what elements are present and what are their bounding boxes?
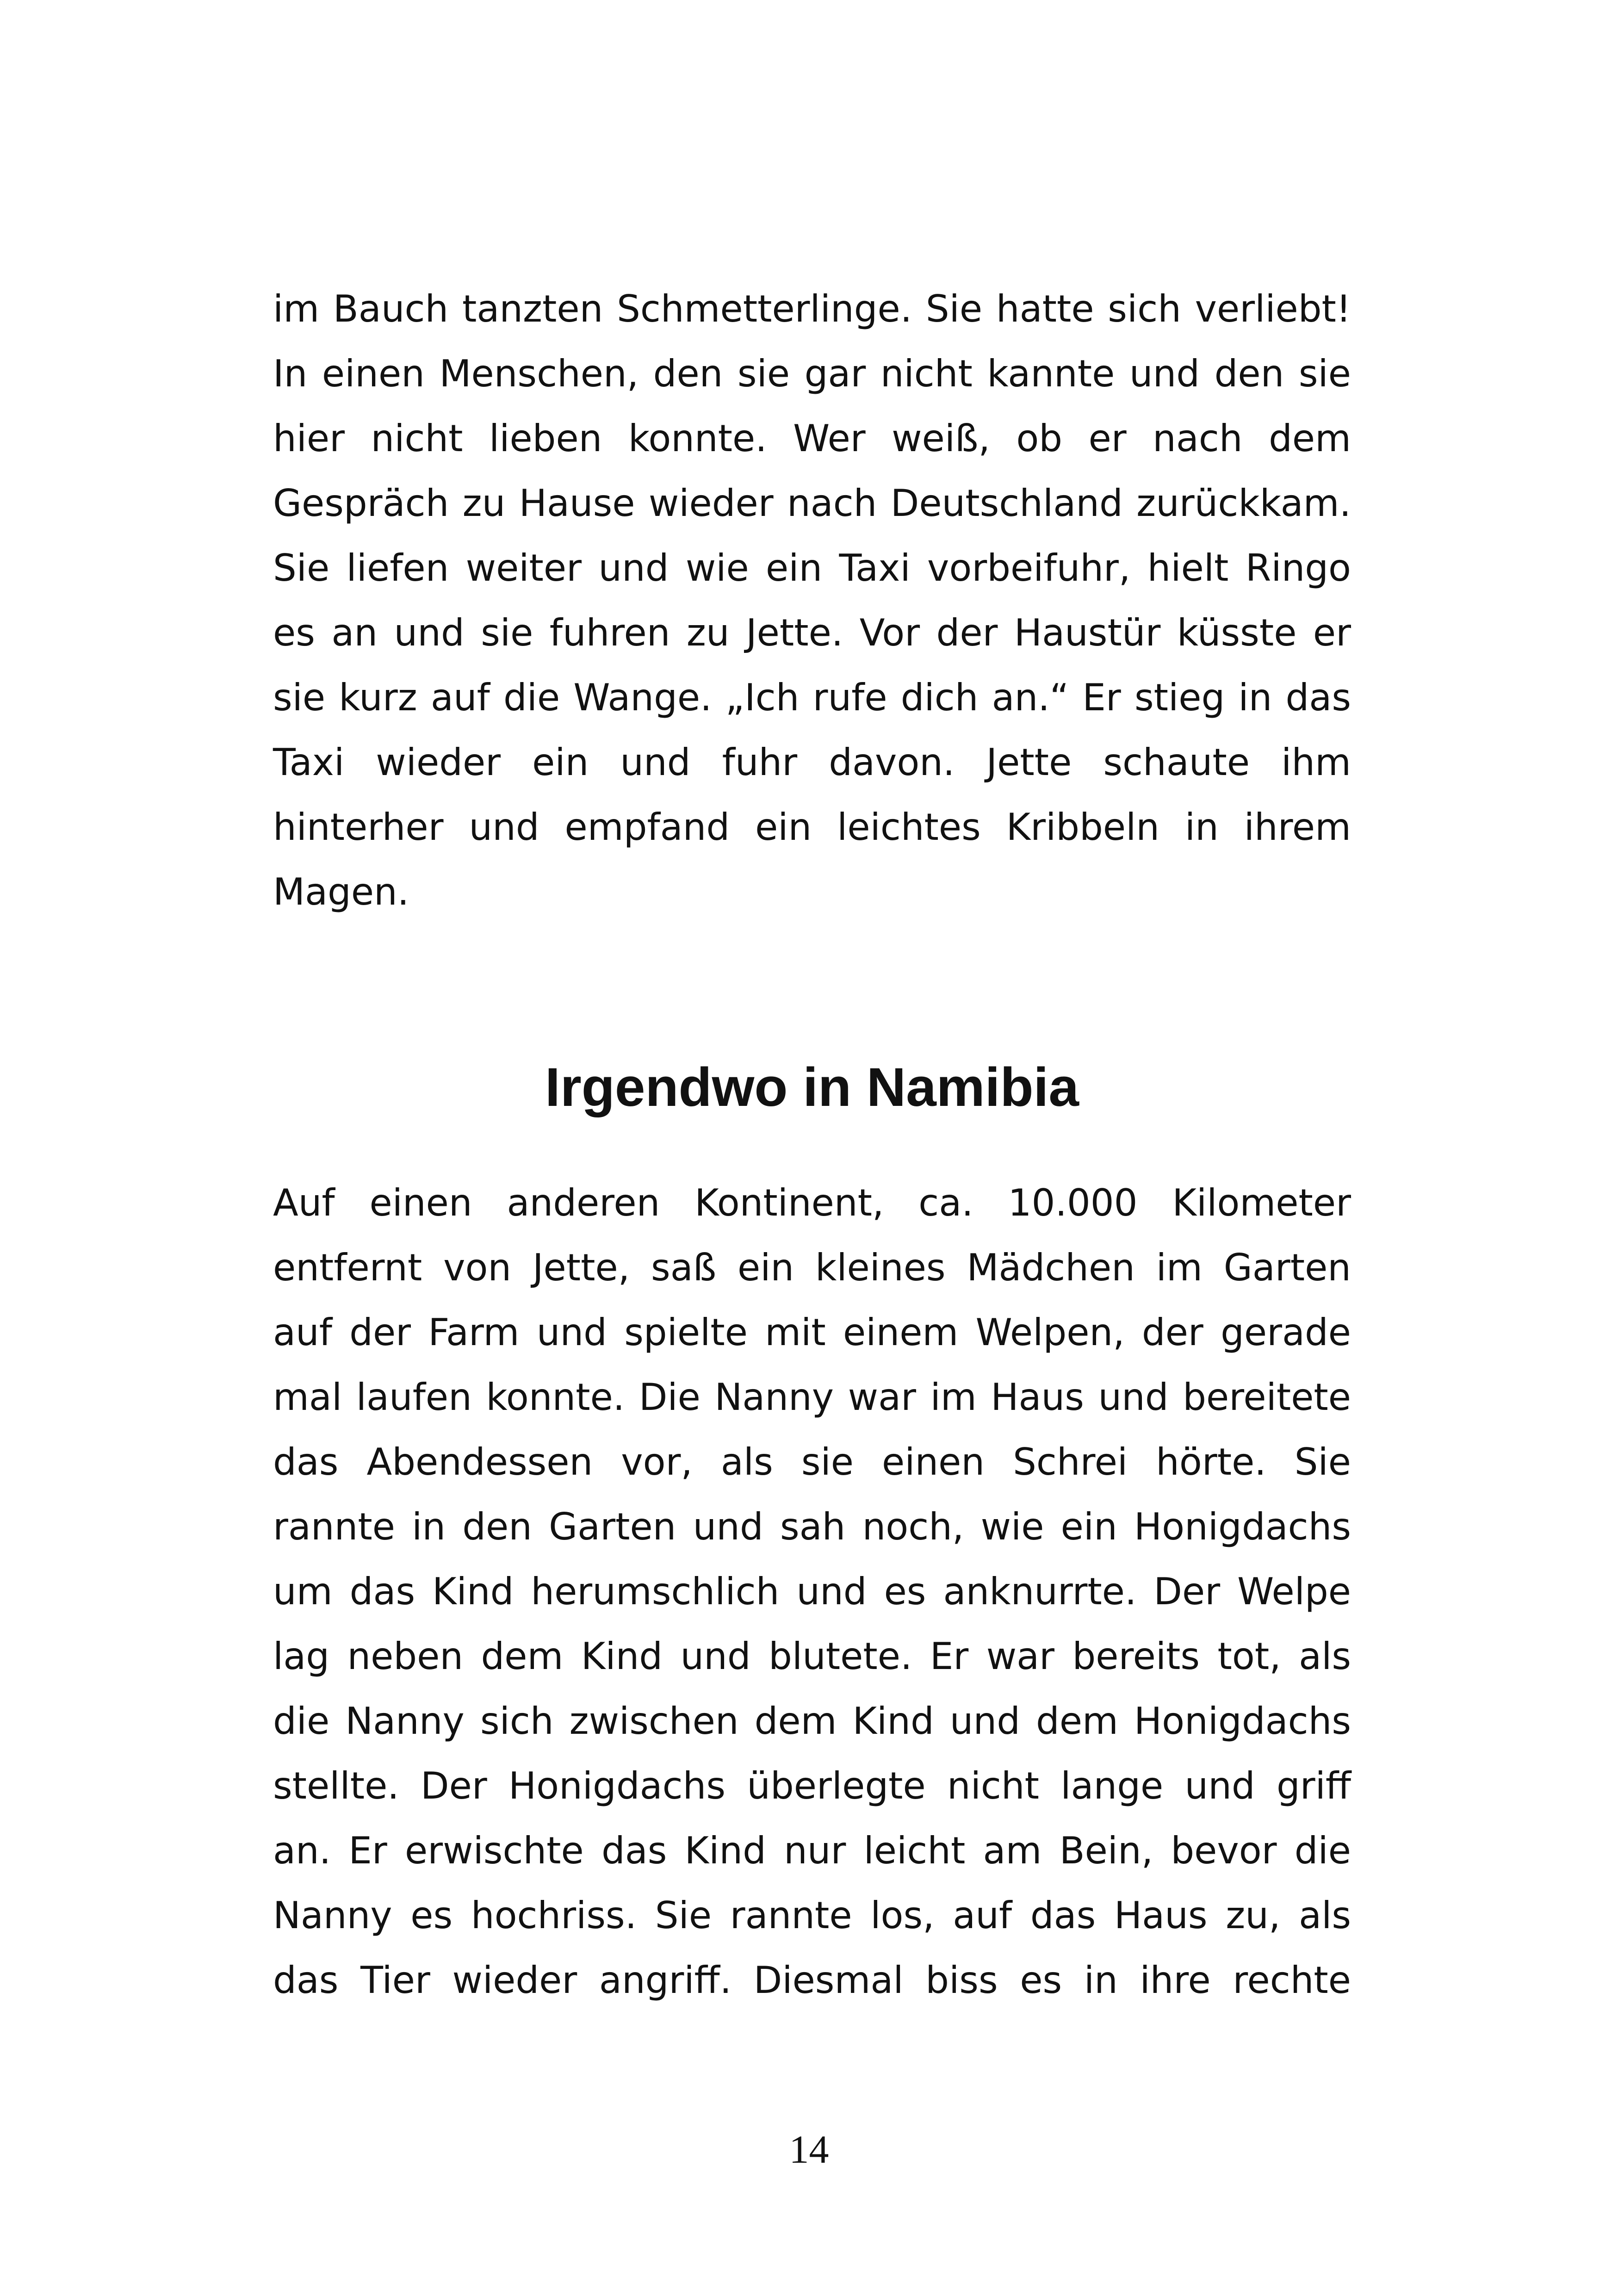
paragraph-chapter-start xyxy=(273,1171,1351,2013)
text-line: im Bauch tanzten Schmetterlinge. Sie hatte sich verliebt! xyxy=(273,287,1351,330)
text-line: das Tier wieder angriff. Diesmal biss es in ihre rechte xyxy=(273,1959,1351,2002)
text-line: es an und sie fuhren zu Jette. Vor der Haustür küsste er xyxy=(273,611,1351,654)
text-line: hinterher und empfand ein leichtes Kribbeln in ihrem xyxy=(273,806,1351,849)
text-line: Auf einen anderen Kontinent, ca. 10.000 Kilometer xyxy=(273,1181,1351,1224)
text-line: In einen Menschen, den sie gar nicht kannte und den sie xyxy=(273,352,1351,395)
text-line: rannte in den Garten und sah noch, wie ein Honigdachs xyxy=(273,1505,1351,1548)
text-line: auf der Farm und spielte mit einem Welpen, der gerade xyxy=(273,1311,1351,1354)
text-line: die Nanny sich zwischen dem Kind und dem Honigdachs xyxy=(273,1700,1351,1743)
text-line: lag neben dem Kind und blutete. Er war bereits tot, als xyxy=(273,1635,1351,1678)
text-line: das Abendessen vor, als sie einen Schrei hörte. Sie xyxy=(273,1440,1351,1483)
text-line: Sie liefen weiter und wie ein Taxi vorbeifuhr, hielt Ringo xyxy=(273,546,1351,590)
text-line: entfernt von Jette, saß ein kleines Mädchen im Garten xyxy=(273,1246,1351,1289)
text-line: Taxi wieder ein und fuhr davon. Jette schaute ihm xyxy=(273,741,1351,784)
text-line: um das Kind herumschlich und es anknurrte. Der Welpe xyxy=(273,1570,1351,1613)
text-line: stellte. Der Honigdachs überlegte nicht lange und griff xyxy=(273,1764,1351,1807)
chapter-title: Irgendwo in Namibia xyxy=(545,1057,1079,1118)
paragraph-continued xyxy=(273,277,1351,925)
page-number: 14 xyxy=(789,2127,829,2172)
text-line: an. Er erwischte das Kind nur leicht am Bein, bevor die xyxy=(273,1829,1351,1872)
text-line: hier nicht lieben konnte. Wer weiß, ob er nach dem xyxy=(273,417,1351,460)
text-line: Gespräch zu Hause wieder nach Deutschland zurückkam. xyxy=(273,482,1351,525)
text-line: Magen. xyxy=(273,870,409,913)
text-line: mal laufen konnte. Die Nanny war im Haus und bereitete xyxy=(273,1376,1351,1419)
text-line: Nanny es hochriss. Sie rannte los, auf das Haus zu, als xyxy=(273,1894,1351,1937)
text-line: sie kurz auf die Wange. „Ich rufe dich an.“ Er stieg in das xyxy=(273,676,1351,719)
